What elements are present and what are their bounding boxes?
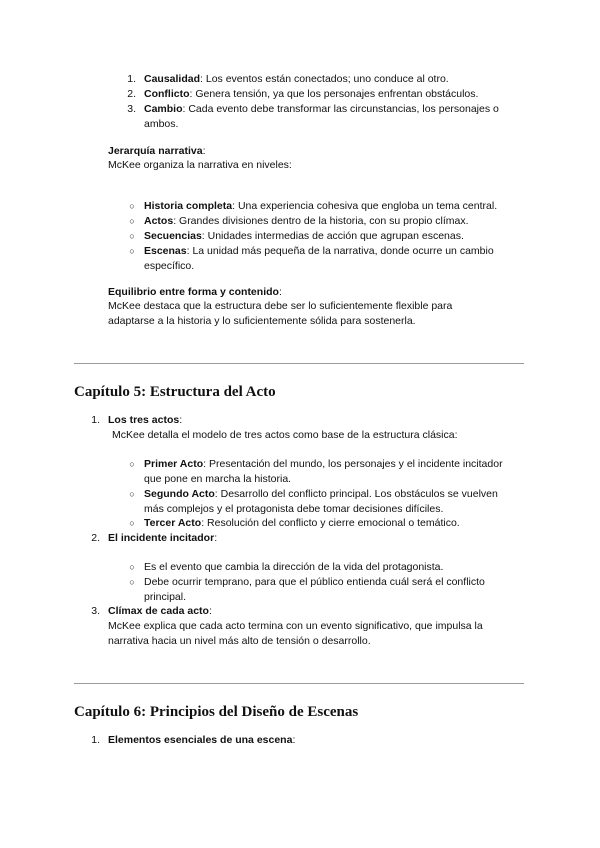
- list-item-escenas-cont: específico.: [144, 260, 195, 272]
- list-item-temprano-cont: principal.: [144, 591, 187, 603]
- list-item-actos: Actos: Grandes divisiones dentro de la historia, con su propio clímax.: [144, 215, 469, 227]
- equilibrio-line-2: adaptarse a la historia y lo suficientemente sólida para sostenerla.: [108, 315, 416, 327]
- bullet-icon: ○: [129, 562, 135, 572]
- bullet-icon: ○: [129, 201, 135, 211]
- divider: [74, 683, 524, 684]
- list-item-segundo-acto-cont: más complejos y el protagonista debe tomar decisiones difíciles.: [144, 503, 444, 515]
- list-item-cambio: Cambio: Cada evento debe transformar las circunstancias, los personajes o: [144, 103, 499, 115]
- list-item-primer-acto-cont: que pone en marcha la historia.: [144, 473, 292, 485]
- list-item-evento: Es el evento que cambia la dirección de la vida del protagonista.: [144, 561, 444, 573]
- incidente-heading: El incidente incitador:: [108, 532, 218, 544]
- list-number: 3.: [91, 605, 100, 617]
- bullet-icon: ○: [129, 489, 135, 499]
- divider: [74, 363, 524, 364]
- tres-actos-desc: McKee detalla el modelo de tres actos como base de la estructura clásica:: [112, 429, 458, 441]
- list-item-secuencias: Secuencias: Unidades intermedias de acción que agrupan escenas.: [144, 230, 464, 242]
- jerarquia-heading: Jerarquía narrativa:: [108, 145, 206, 157]
- equilibrio-heading: Equilibrio entre forma y contenido:: [108, 286, 282, 298]
- bullet-icon: ○: [129, 231, 135, 241]
- bullet-icon: ○: [129, 518, 135, 528]
- bullet-icon: ○: [129, 246, 135, 256]
- climax-line-1: McKee explica que cada acto termina con un evento significativo, que impulsa la: [108, 620, 483, 632]
- climax-heading: Clímax de cada acto:: [108, 605, 212, 617]
- equilibrio-line-1: McKee destaca que la estructura debe ser lo suficientemente flexible para: [108, 300, 453, 312]
- jerarquia-intro: McKee organiza la narrativa en niveles:: [108, 159, 292, 171]
- list-number: 1.: [127, 73, 136, 85]
- list-item-escenas: Escenas: La unidad más pequeña de la narrativa, donde ocurre un cambio: [144, 245, 494, 257]
- list-item-historia-completa: Historia completa: Una experiencia cohesiva que engloba un tema central.: [144, 200, 498, 212]
- bullet-icon: ○: [129, 216, 135, 226]
- list-item-cambio-cont: ambos.: [144, 118, 179, 130]
- bullet-icon: ○: [129, 459, 135, 469]
- list-item-segundo-acto: Segundo Acto: Desarrollo del conflicto principal. Los obstáculos se vuelven: [144, 488, 498, 500]
- chapter-6-title: Capítulo 6: Principios del Diseño de Escenas: [74, 704, 359, 720]
- list-item-causalidad: Causalidad: Los eventos están conectados; uno conduce al otro.: [144, 73, 449, 85]
- list-number: 2.: [127, 88, 136, 100]
- list-number: 1.: [91, 734, 100, 746]
- list-number: 2.: [91, 532, 100, 544]
- list-item-conflicto: Conflicto: Genera tensión, ya que los personajes enfrentan obstáculos.: [144, 88, 479, 100]
- list-item-temprano: Debe ocurrir temprano, para que el público entienda cuál será el conflicto: [144, 576, 485, 588]
- list-item-tercer-acto: Tercer Acto: Resolución del conflicto y cierre emocional o temático.: [144, 517, 460, 529]
- list-number: 1.: [91, 414, 100, 426]
- climax-line-2: narrativa hacia un nivel más alto de tensión o desarrollo.: [108, 635, 371, 647]
- list-item-primer-acto: Primer Acto: Presentación del mundo, los personajes y el incidente incitador: [144, 458, 503, 470]
- chapter-5-title: Capítulo 5: Estructura del Acto: [74, 384, 276, 400]
- list-number: 3.: [127, 103, 136, 115]
- tres-actos-heading: Los tres actos:: [108, 414, 183, 426]
- bullet-icon: ○: [129, 577, 135, 587]
- elementos-heading: Elementos esenciales de una escena:: [108, 734, 296, 746]
